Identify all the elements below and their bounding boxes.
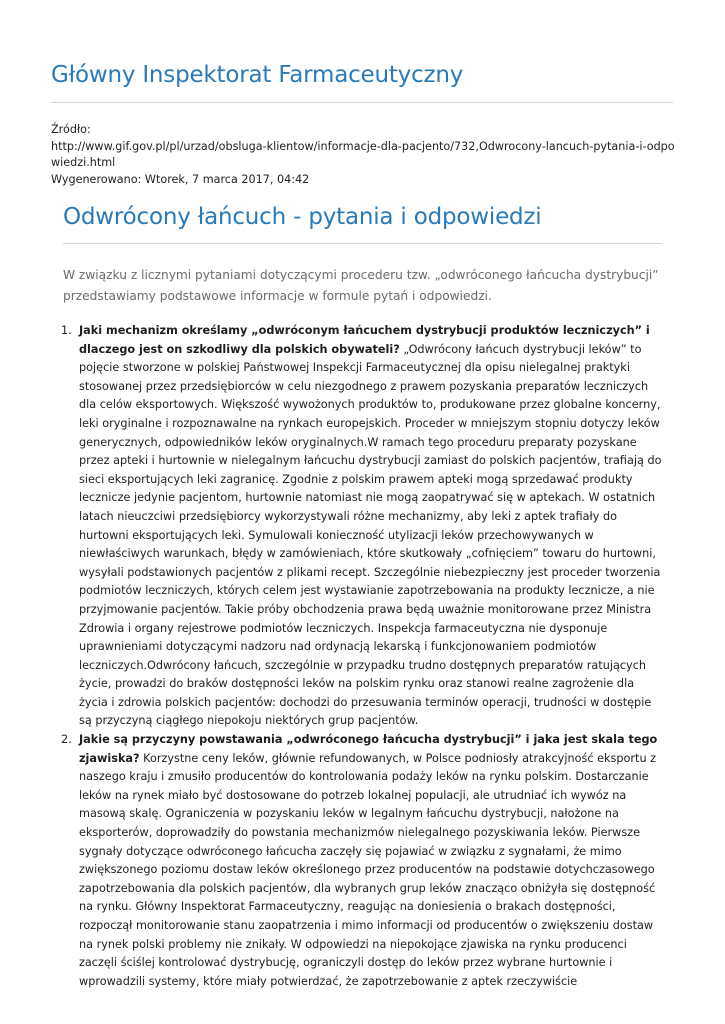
source-meta — [51, 122, 676, 188]
qa-item-number: 2. — [61, 733, 72, 747]
qa-question: Jaki mechanizm określamy „odwróconym łańcuchem dystrybucji produktów leczniczych” i dlaczego jest on szkodliwy dla polskich obywateli? — [79, 324, 650, 356]
qa-item — [51, 322, 663, 731]
qa-question: Jakie są przyczyny powstawania „odwróconego łańcucha dystrybucji” i jaka jest skala tego zjawiska? — [79, 733, 658, 765]
article-title: Odwrócony łańcuch - pytania i odpowiedzi — [63, 204, 542, 230]
article-title-divider — [63, 243, 662, 244]
source-url[interactable]: http://www.gif.gov.pl/pl/urzad/obsluga-klientow/informacje-dla-pacjento/732,Odwrocony-lancuch-pytania-i-odpowiedzi.html — [51, 139, 675, 169]
qa-item — [51, 731, 663, 991]
header-divider — [51, 102, 673, 103]
qa-answer: „Odwrócony łańcuch dystrybucji leków” to pojęcie stworzone w polskiej Państwowej Inspekcji Farmaceutycznej dla opisu nielegalnej praktyki stosowanej przez przedsiębiorców w celu niezgodnego z prawem pozyskania preparatów leczniczych dla celów eksportowych. Większość wywożonych produktów to, produkowane przez globalne koncerny, leki oryginalne i rozpoznawalne na rynkach europejskich. Proceder w mniejszym stopniu dotyczy leków generycznych, odpowiedników leków oryginalnych.W ramach tego proceduru preparaty pozyskane przez apteki i hurtownie w nielegalnym łańcuchu dystrybucji zamiast do polskich pacjentów, trafiają do sieci eksportujących leki zagranicę. Zgodnie z polskim prawem apteki mogą sprzedawać produkty lecznicze jedynie pacjentom, hurtownie natomiast nie mogą zaopatrywać się w aptekach. W ostatnich latach nieuczciwi przedsiębiorcy wykorzystywali różne mechanizmy, aby leki z aptek trafiały do hurtowni eksportujących leki. Symulowali konieczność utylizacji leków przechowywanych w niewłaściwych warunkach, błędy w zamówieniach, które skutkowały „cofnięciem” towaru do hurtowni, wysyłali podstawionych pacjentów z plikami recept. Szczególnie niebezpieczny jest proceder tworzenia podmiotów leczniczych, których celem jest wystawianie zapotrzebowania na produkty lecznicze, a nie przyjmowanie pacjentów. Takie próby obchodzenia prawa będą uważnie monitorowane przez Ministra Zdrowia i organy rejestrowe podmiotów leczniczych. Inspekcja farmaceutyczna nie dysponuje uprawnieniami dotyczącymi nadzoru nad ordynacją lekarską i funkcjonowaniem podmiotów leczniczych.Odwrócony łańcuch, szczególnie w przypadku trudno dostępnych preparatów ratujących życie, prowadzi do braków dostępności leków na polskim rynku oraz stanowi realne zagrożenie dla życia i zdrowia polskich pacjentów: dochodzi do przesuwania terminów operacji, trudności w dostępie są przyczyną ciągłego niepokoju niektórych grup pacjentów. — [79, 342, 662, 728]
qa-list — [51, 322, 663, 991]
qa-answer: Korzystne ceny leków, głównie refundowanych, w Polsce podniosły atrakcyjność eksportu z naszego kraju i zmusiło producentów do kontrolowania podaży leków na rynku polskim. Dostarczanie leków na rynek miało być dostosowane do potrzeb lokalnej populacji, ale utrudniać ich wywóz na masową skalę. Ograniczenia w pozyskaniu leków w legalnym łańcuchu dystrybucji, nałożone na eksporterów, doprowadziły do powstania mechanizmów nielegalnego pozyskiwania leków. Pierwsze sygnały dotyczące odwróconego łańcucha zaczęły się pojawiać w związku z sygnałami, że mimo zwiększonego poziomu dostaw leków określonego przez producentów na podstawie dotychczasowego zapotrzebowania dla polskich pacjentów, dla wybranych grup leków znacząco obniżyła się dostępność na rynku. Główny Inspektorat Farmaceutyczny, reagując na doniesienia o brakach dostępności, rozpoczął monitorowanie stanu zaopatrzenia i mimo informacji od producentów o zwiększeniu dostaw na rynek polski problemy nie znikały. W odpowiedzi na niepokojące zjawiska na rynku producenci zaczęli ściślej kontrolować dystrybucję, ograniczyli dostęp do leków przez wybrane hurtownie i wprowadzili systemy, które miały potwierdzać, że zapotrzebowanie z aptek rzeczywiście — [79, 751, 657, 988]
site-title: Główny Inspektorat Farmaceutyczny — [51, 62, 464, 88]
qa-item-number: 1. — [61, 324, 72, 337]
source-label: Źródło: — [51, 123, 91, 136]
generated-timestamp: Wygenerowano: Wtorek, 7 marca 2017, 04:42 — [51, 172, 310, 186]
article-lead: W związku z licznymi pytaniami dotyczącymi procederu tzw. „odwróconego łańcucha dystrybucji” przedstawiamy podstawowe informacje w formule pytań i odpowiedzi. — [63, 268, 659, 303]
